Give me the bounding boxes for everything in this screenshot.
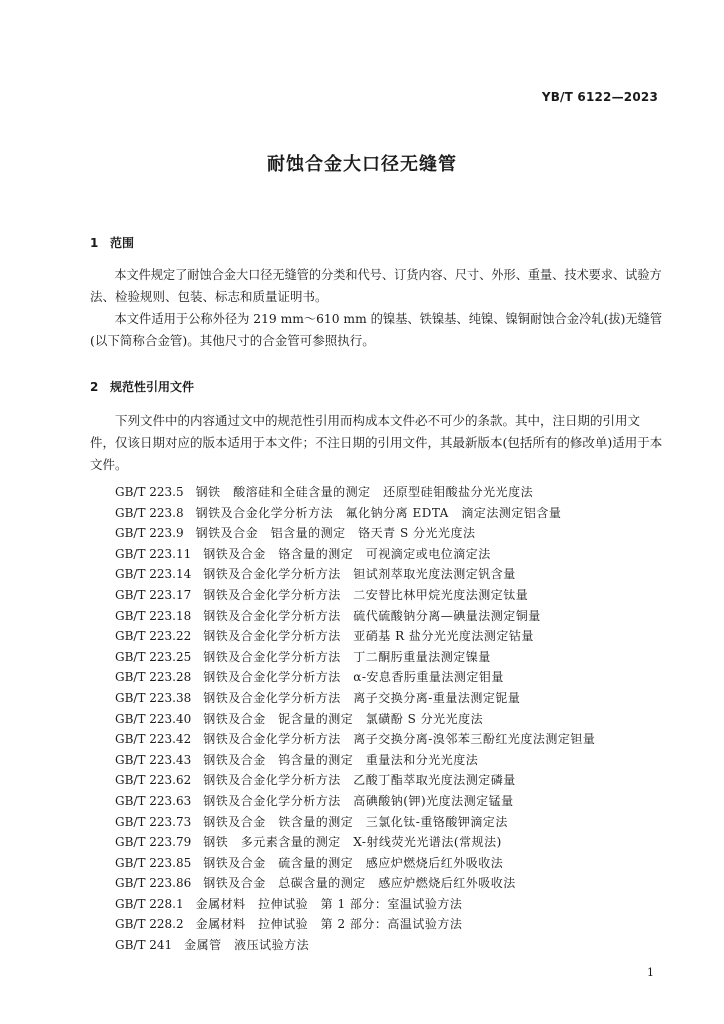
document-title: 耐蚀合金大口径无缝管 bbox=[267, 154, 457, 175]
reference-title: 钢铁及合金化学分析方法 离子交换分离-重量法测定铌量 bbox=[203, 690, 521, 705]
reference-code: GB/T 223.42 bbox=[115, 732, 192, 747]
reference-title: 钢铁及合金 铌含量的测定 氯磺酚 S 分光光度法 bbox=[203, 711, 484, 726]
reference-item bbox=[115, 873, 595, 894]
reference-title: 钢铁及合金 铬含量的测定 可视滴定或电位滴定法 bbox=[203, 546, 491, 561]
reference-title: 钢铁及合金化学分析方法 离子交换分离-溴邻苯三酚红光度法测定钽量 bbox=[203, 732, 596, 747]
reference-item bbox=[115, 523, 595, 544]
reference-title: 钢铁及合金化学分析方法 高碘酸钠(钾)光度法测定锰量 bbox=[203, 793, 514, 808]
reference-item bbox=[115, 853, 595, 874]
reference-code: GB/T 223.86 bbox=[115, 876, 192, 891]
reference-title: 钢铁及合金化学分析方法 亚硝基 R 盐分光光度法测定钴量 bbox=[203, 629, 534, 644]
paragraph-line: 本文件规定了耐蚀合金大口径无缝管的分类和代号、订货内容、尺寸、外形、重量、技术要求、试验方 bbox=[114, 267, 662, 282]
reference-item bbox=[115, 812, 595, 833]
reference-code: GB/T 223.22 bbox=[115, 629, 192, 644]
section-number: 2 bbox=[90, 380, 99, 394]
reference-code: GB/T 223.85 bbox=[115, 855, 192, 870]
reference-item bbox=[115, 647, 595, 668]
paragraph-line: 法、检验规则、包装、标志和质量证明书。 bbox=[90, 289, 328, 304]
paragraph-line: 文件。 bbox=[90, 457, 128, 472]
reference-code: GB/T 223.43 bbox=[115, 752, 192, 767]
reference-item bbox=[115, 606, 595, 627]
reference-code: GB/T 241 bbox=[115, 938, 173, 953]
section-number: 1 bbox=[90, 236, 99, 250]
section-title: 范围 bbox=[110, 236, 135, 250]
page-number: 1 bbox=[647, 966, 654, 979]
reference-item bbox=[115, 791, 595, 812]
reference-title: 钢铁及合金 总碳含量的测定 感应炉燃烧后红外吸收法 bbox=[203, 876, 516, 891]
reference-item bbox=[115, 482, 595, 503]
reference-title: 钢铁及合金 铝含量的测定 铬天青 S 分光光度法 bbox=[195, 526, 476, 541]
reference-item bbox=[115, 729, 595, 750]
reference-item bbox=[115, 503, 595, 524]
reference-code: GB/T 223.79 bbox=[115, 835, 192, 850]
reference-title: 钢铁及合金 钨含量的测定 重量法和分光光度法 bbox=[203, 752, 479, 767]
reference-code: GB/T 228.2 bbox=[115, 917, 184, 932]
reference-title: 金属材料 拉伸试验 第 1 部分：室温试验方法 bbox=[195, 896, 463, 911]
reference-title: 钢铁及合金化学分析方法 α-安息香肟重量法测定钼量 bbox=[203, 670, 504, 685]
section-1-heading bbox=[90, 234, 134, 251]
reference-title: 钢铁 多元素含量的测定 X-射线荧光光谱法(常规法) bbox=[203, 835, 502, 850]
paragraph-line: (以下简称合金管)。其他尺寸的合金管可参照执行。 bbox=[90, 333, 375, 348]
reference-item bbox=[115, 626, 595, 647]
reference-item bbox=[115, 544, 595, 565]
reference-title: 金属管 液压试验方法 bbox=[184, 938, 310, 953]
reference-item bbox=[115, 770, 595, 791]
reference-code: GB/T 223.17 bbox=[115, 587, 192, 602]
reference-code: GB/T 223.5 bbox=[115, 485, 184, 499]
reference-code: GB/T 223.62 bbox=[115, 773, 192, 788]
section-title: 规范性引用文件 bbox=[110, 380, 195, 394]
reference-title: 钢铁及合金化学分析方法 乙酸丁酯萃取光度法测定磷量 bbox=[203, 773, 516, 788]
reference-code: GB/T 223.73 bbox=[115, 814, 192, 829]
reference-item bbox=[115, 750, 595, 771]
reference-code: GB/T 228.1 bbox=[115, 896, 184, 911]
reference-item bbox=[115, 585, 595, 606]
reference-item bbox=[115, 914, 595, 935]
reference-title: 钢铁及合金化学分析方法 硫代硫酸钠分离—碘量法测定铜量 bbox=[203, 608, 541, 623]
reference-item bbox=[115, 709, 595, 730]
reference-title: 钢铁及合金 铁含量的测定 三氯化钛-重铬酸钾滴定法 bbox=[203, 814, 508, 829]
reference-code: GB/T 223.8 bbox=[115, 505, 184, 520]
reference-title: 钢铁及合金 硫含量的测定 感应炉燃烧后红外吸收法 bbox=[203, 855, 504, 870]
reference-item bbox=[115, 564, 595, 585]
reference-title: 钢铁及合金化学分析方法 氟化钠分离 EDTA 滴定法测定铝含量 bbox=[195, 505, 562, 520]
reference-code: GB/T 223.11 bbox=[115, 546, 192, 561]
reference-code: GB/T 223.38 bbox=[115, 690, 192, 705]
reference-code: GB/T 223.9 bbox=[115, 526, 184, 541]
paragraph-line: 件，仅该日期对应的版本适用于本文件；不注日期的引用文件，其最新版本(包括所有的修改单)适用于本 bbox=[90, 435, 663, 450]
section-1-body bbox=[90, 264, 662, 352]
reference-item bbox=[115, 688, 595, 709]
reference-code: GB/T 223.40 bbox=[115, 711, 192, 726]
paragraph-line: 本文件适用于公称外径为 219 mm～610 mm 的镍基、铁镍基、纯镍、镍铜耐蚀合金冷轧(拔)无缝管 bbox=[114, 311, 663, 326]
reference-title: 金属材料 拉伸试验 第 2 部分：高温试验方法 bbox=[195, 917, 463, 932]
reference-code: GB/T 223.63 bbox=[115, 793, 192, 808]
reference-item bbox=[115, 935, 595, 956]
reference-title: 钢铁及合金化学分析方法 丁二酮肟重量法测定镍量 bbox=[203, 649, 491, 664]
reference-item bbox=[115, 832, 595, 853]
section-2-intro bbox=[90, 410, 662, 476]
normative-reference-list bbox=[115, 482, 595, 956]
reference-code: GB/T 223.25 bbox=[115, 649, 192, 664]
reference-code: GB/T 223.28 bbox=[115, 670, 192, 685]
reference-code: GB/T 223.18 bbox=[115, 608, 192, 623]
reference-item bbox=[115, 667, 595, 688]
paragraph-line: 下列文件中的内容通过文中的规范性引用而构成本文件必不可少的条款。其中，注日期的引用文 bbox=[115, 413, 641, 428]
reference-title: 钢铁 酸溶硅和全硅含量的测定 还原型硅钼酸盐分光光度法 bbox=[195, 485, 534, 499]
section-2-heading bbox=[90, 378, 194, 395]
reference-title: 钢铁及合金化学分析方法 钽试剂萃取光度法测定钒含量 bbox=[203, 567, 516, 582]
reference-item bbox=[115, 894, 595, 915]
reference-code: GB/T 223.14 bbox=[115, 567, 192, 582]
standard-number: YB/T 6122—2023 bbox=[541, 90, 658, 104]
reference-title: 钢铁及合金化学分析方法 二安替比林甲烷光度法测定钛量 bbox=[203, 587, 529, 602]
